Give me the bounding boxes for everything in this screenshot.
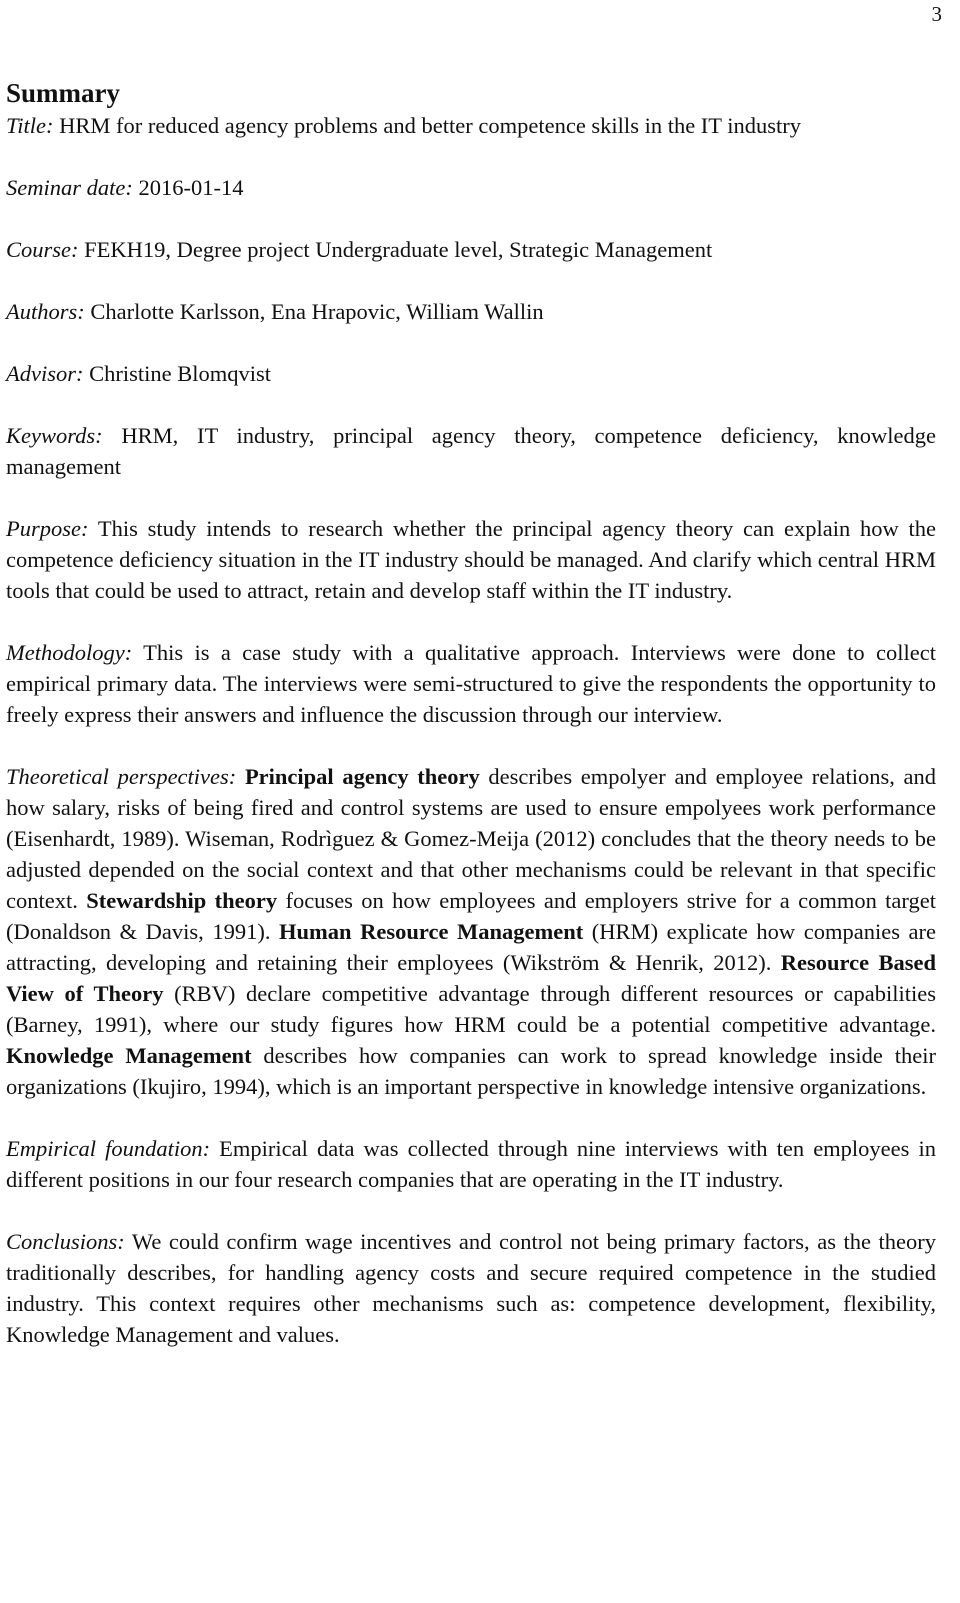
keywords-text: HRM, IT industry, principal agency theory, competence deficiency, knowledge management bbox=[6, 423, 936, 479]
theoretical-text-3: (HRM) explicate how companies are attracting, developing and retaining their employees (Wikström & Henrik, 2012). bbox=[6, 919, 936, 975]
summary-section bbox=[6, 76, 936, 1381]
methodology-label: Methodology: bbox=[6, 640, 133, 665]
title-text: HRM for reduced agency problems and better competence skills in the IT industry bbox=[53, 113, 802, 138]
summary-heading: Summary bbox=[6, 78, 120, 108]
theoretical-text-2: focuses on how employees and employers strive for a common target (Donaldson & Davis, 1991). bbox=[6, 888, 936, 944]
seminar-date-field bbox=[6, 172, 936, 203]
advisor-label: Advisor: bbox=[6, 361, 84, 386]
authors-label: Authors: bbox=[6, 299, 85, 324]
advisor-text: Christine Blomqvist bbox=[83, 361, 272, 386]
authors-field bbox=[6, 296, 936, 327]
title-field bbox=[6, 110, 936, 141]
empirical-foundation-paragraph bbox=[6, 1133, 936, 1195]
knowledge-management-term: Knowledge Management bbox=[6, 1043, 252, 1068]
hrm-term: Human Resource Management bbox=[279, 919, 584, 944]
course-text: FEKH19, Degree project Undergraduate level, Strategic Management bbox=[78, 237, 713, 262]
authors-text: Charlotte Karlsson, Ena Hrapovic, William Wallin bbox=[84, 299, 544, 324]
course-field bbox=[6, 234, 936, 265]
empirical-foundation-text: Empirical data was collected through nine interviews with ten employees in different positions in our four research companies that are operating in the IT industry. bbox=[6, 1136, 936, 1192]
empirical-foundation-label: Empirical foundation: bbox=[6, 1136, 211, 1161]
advisor-field bbox=[6, 358, 936, 389]
seminar-date-label: Seminar date: bbox=[6, 175, 133, 200]
purpose-paragraph bbox=[6, 513, 936, 606]
conclusions-paragraph bbox=[6, 1226, 936, 1350]
conclusions-label: Conclusions: bbox=[6, 1229, 125, 1254]
theoretical-text-5: describes how companies can work to spread knowledge inside their organizations (Ikujiro, 1994), which is an important perspective in knowledge intensive organizations. bbox=[6, 1043, 936, 1099]
purpose-label: Purpose: bbox=[6, 516, 89, 541]
methodology-paragraph bbox=[6, 637, 936, 730]
course-label: Course: bbox=[6, 237, 79, 262]
seminar-date-text: 2016-01-14 bbox=[132, 175, 244, 200]
methodology-text: This is a case study with a qualitative approach. Interviews were done to collect empirical primary data. The interviews were semi-structured to give the respondents the opportunity to freely express their answers and influence the discussion through our interview. bbox=[6, 640, 936, 727]
conclusions-text: We could confirm wage incentives and control not being primary factors, as the theory traditionally describes, for handling agency costs and secure required competence in the studied industry. This context requires other mechanisms such as: competence development, flexibility, Knowledge Management and values. bbox=[6, 1229, 936, 1347]
title-label: Title: bbox=[6, 113, 54, 138]
keywords-label: Keywords: bbox=[6, 423, 103, 448]
rbv-term: Resource Based View of Theory bbox=[6, 950, 936, 1006]
page-number: 3 bbox=[931, 2, 942, 26]
theoretical-perspectives-paragraph bbox=[6, 761, 936, 1102]
theoretical-perspectives-label: Theoretical perspectives: bbox=[6, 764, 237, 789]
theoretical-text-4: (RBV) declare competitive advantage through different resources or capabilities (Barney, 1991), where our study figures how HRM could be a potential competitive advantage. bbox=[6, 981, 936, 1037]
principal-agency-theory-term: Principal agency theory bbox=[244, 764, 480, 789]
keywords-field bbox=[6, 420, 936, 482]
purpose-text: This study intends to research whether the principal agency theory can explain how the competence deficiency situation in the IT industry should be managed. And clarify which central HRM tools that could be used to attract, retain and develop staff within the IT industry. bbox=[6, 516, 936, 603]
stewardship-theory-term: Stewardship theory bbox=[86, 888, 278, 913]
theoretical-text-1: describes empolyer and employee relations, and how salary, risks of being fired and control systems are used to ensure empolyees work performance (Eisenhardt, 1989). Wiseman, Rodrìguez & Gomez-Meija (2012) concludes that the theory needs to be adjusted depended on the social context and that other mechanisms could be relevant in that specific context. bbox=[6, 764, 936, 913]
